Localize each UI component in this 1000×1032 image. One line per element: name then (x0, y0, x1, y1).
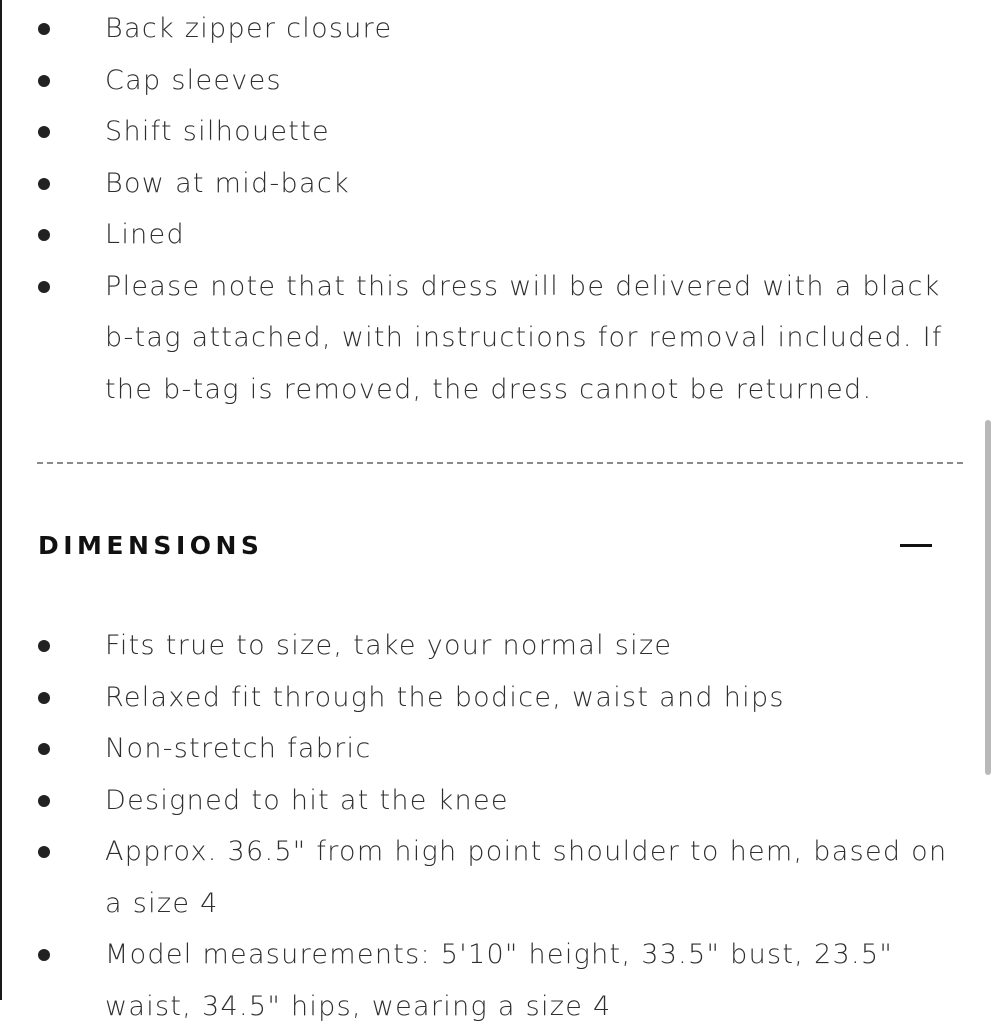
bullet-icon (38, 178, 50, 190)
bullet-icon (38, 692, 50, 704)
list-item-text: Designed to hit at the knee (105, 784, 509, 816)
list-item (0, 775, 960, 827)
list-item-text: Model measurements: 5'10" height, 33.5" bust, 23.5" waist, 34.5" hips, wearing a size 4 (105, 939, 894, 1022)
list-item (0, 826, 960, 929)
list-item (0, 3, 960, 55)
bullet-icon (38, 75, 50, 87)
list-item (0, 620, 960, 672)
section-divider (37, 462, 963, 464)
list-item-text: Non-stretch fabric (105, 733, 372, 764)
list-item-text: Shift silhouette (105, 116, 330, 147)
list-item-text: Fits true to size, take your normal size (105, 630, 673, 661)
details-list (0, 3, 960, 415)
bullet-icon (38, 281, 50, 293)
dimensions-accordion-header[interactable] (38, 526, 938, 566)
list-item-text: Back zipper closure (105, 13, 393, 44)
bullet-icon (38, 743, 50, 755)
list-item (0, 723, 960, 775)
list-item-text: Lined (105, 219, 185, 250)
list-item-text: Relaxed fit through the bodice, waist and hips (105, 681, 785, 713)
scrollbar-thumb[interactable] (985, 420, 991, 775)
section-title: DIMENSIONS (38, 531, 264, 560)
minus-icon[interactable] (900, 544, 932, 547)
bullet-icon (38, 640, 50, 652)
bullet-icon (38, 23, 50, 35)
list-item (0, 209, 960, 261)
list-item (0, 672, 960, 724)
bullet-icon (38, 126, 50, 138)
list-item-text: Please note that this dress will be delivered with a black b-tag attached, with instructions for removal included. If the b-tag is removed, the dress cannot be returned. (105, 270, 943, 405)
list-item (0, 261, 960, 416)
bullet-icon (38, 949, 50, 961)
list-item-text: Approx. 36.5" from high point shoulder to hem, based on a size 4 (105, 836, 948, 919)
list-item (0, 158, 960, 210)
dimensions-list (0, 620, 960, 1032)
bullet-icon (38, 229, 50, 241)
list-item (0, 106, 960, 158)
list-item (0, 55, 960, 107)
bullet-icon (38, 846, 50, 858)
list-item-text: Cap sleeves (105, 64, 282, 96)
bullet-icon (38, 795, 50, 807)
list-item (0, 929, 960, 1032)
list-item-text: Bow at mid-back (105, 167, 350, 199)
